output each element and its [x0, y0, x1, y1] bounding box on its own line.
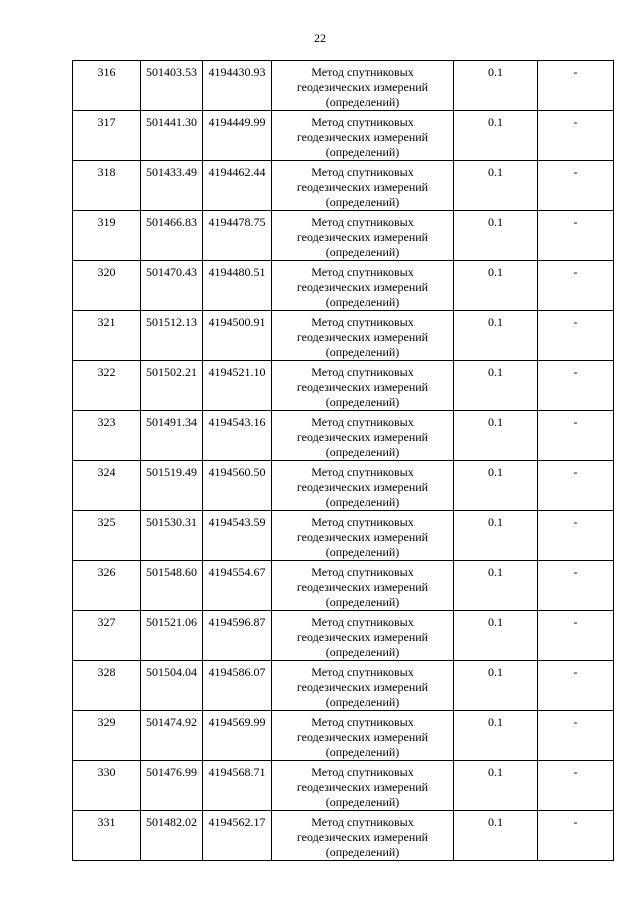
method-line-1: Метод спутниковых — [311, 715, 414, 729]
table-row — [73, 611, 614, 661]
method-cell — [272, 561, 454, 611]
method-line-1: Метод спутниковых — [311, 165, 414, 179]
x-coordinate-cell: 501474.92 — [141, 711, 203, 761]
description-cell: - — [538, 561, 614, 611]
method-line-2: геодезических измерений — [296, 280, 429, 294]
point-number-cell: 326 — [73, 561, 141, 611]
x-coordinate-cell: 501403.53 — [141, 61, 203, 111]
method-line-3: (определений) — [325, 545, 400, 559]
method-cell — [272, 411, 454, 461]
point-number-cell: 321 — [73, 311, 141, 361]
table-row — [73, 61, 614, 111]
table-row — [73, 761, 614, 811]
point-number-cell: 329 — [73, 711, 141, 761]
method-line-3: (определений) — [325, 795, 400, 809]
description-cell: - — [538, 211, 614, 261]
method-cell — [272, 111, 454, 161]
method-line-1: Метод спутниковых — [311, 215, 414, 229]
y-coordinate-cell: 4194500.91 — [203, 311, 272, 361]
coordinates-table-body — [73, 61, 614, 861]
method-line-2: геодезических измерений — [296, 330, 429, 344]
point-number-cell: 327 — [73, 611, 141, 661]
method-cell — [272, 461, 454, 511]
table-row — [73, 211, 614, 261]
method-cell — [272, 261, 454, 311]
method-line-1: Метод спутниковых — [311, 115, 414, 129]
page-number: 22 — [314, 31, 326, 45]
point-number-cell: 324 — [73, 461, 141, 511]
y-coordinate-cell: 4194568.71 — [203, 761, 272, 811]
accuracy-cell: 0.1 — [454, 111, 538, 161]
method-line-2: геодезических измерений — [296, 580, 429, 594]
y-coordinate-cell: 4194543.59 — [203, 511, 272, 561]
point-number-cell: 328 — [73, 661, 141, 711]
x-coordinate-cell: 501512.13 — [141, 311, 203, 361]
method-cell — [272, 361, 454, 411]
method-cell — [272, 611, 454, 661]
y-coordinate-cell: 4194569.99 — [203, 711, 272, 761]
method-line-3: (определений) — [325, 245, 400, 259]
point-number-cell: 331 — [73, 811, 141, 861]
method-cell — [272, 61, 454, 111]
method-line-2: геодезических измерений — [296, 380, 429, 394]
method-line-3: (определений) — [325, 445, 400, 459]
method-line-2: геодезических измерений — [296, 80, 429, 94]
point-number-cell: 318 — [73, 161, 141, 211]
y-coordinate-cell: 4194462.44 — [203, 161, 272, 211]
accuracy-cell: 0.1 — [454, 161, 538, 211]
point-number-cell: 316 — [73, 61, 141, 111]
x-coordinate-cell: 501482.02 — [141, 811, 203, 861]
method-cell — [272, 311, 454, 361]
accuracy-cell: 0.1 — [454, 261, 538, 311]
description-cell: - — [538, 761, 614, 811]
x-coordinate-cell: 501441.30 — [141, 111, 203, 161]
method-line-1: Метод спутниковых — [311, 315, 414, 329]
method-line-1: Метод спутниковых — [311, 415, 414, 429]
table-row — [73, 811, 614, 861]
method-line-3: (определений) — [325, 745, 400, 759]
description-cell: - — [538, 161, 614, 211]
method-line-1: Метод спутниковых — [311, 815, 414, 829]
accuracy-cell: 0.1 — [454, 411, 538, 461]
point-number-cell: 330 — [73, 761, 141, 811]
method-cell — [272, 711, 454, 761]
table-row — [73, 711, 614, 761]
method-line-1: Метод спутниковых — [311, 565, 414, 579]
accuracy-cell: 0.1 — [454, 761, 538, 811]
method-line-2: геодезических измерений — [296, 680, 429, 694]
accuracy-cell: 0.1 — [454, 611, 538, 661]
y-coordinate-cell: 4194560.50 — [203, 461, 272, 511]
x-coordinate-cell: 501491.34 — [141, 411, 203, 461]
x-coordinate-cell: 501530.31 — [141, 511, 203, 561]
method-line-1: Метод спутниковых — [311, 65, 414, 79]
y-coordinate-cell: 4194478.75 — [203, 211, 272, 261]
accuracy-cell: 0.1 — [454, 61, 538, 111]
description-cell: - — [538, 111, 614, 161]
description-cell: - — [538, 361, 614, 411]
method-line-3: (определений) — [325, 595, 400, 609]
x-coordinate-cell: 501521.06 — [141, 611, 203, 661]
table-row — [73, 561, 614, 611]
method-line-3: (определений) — [325, 395, 400, 409]
accuracy-cell: 0.1 — [454, 511, 538, 561]
description-cell: - — [538, 61, 614, 111]
y-coordinate-cell: 4194521.10 — [203, 361, 272, 411]
method-line-1: Метод спутниковых — [311, 615, 414, 629]
table-row — [73, 311, 614, 361]
method-line-1: Метод спутниковых — [311, 765, 414, 779]
description-cell: - — [538, 511, 614, 561]
table-row — [73, 661, 614, 711]
method-line-1: Метод спутниковых — [311, 365, 414, 379]
table-row — [73, 161, 614, 211]
x-coordinate-cell: 501470.43 — [141, 261, 203, 311]
method-line-3: (определений) — [325, 95, 400, 109]
method-line-3: (определений) — [325, 695, 400, 709]
method-cell — [272, 811, 454, 861]
accuracy-cell: 0.1 — [454, 661, 538, 711]
description-cell: - — [538, 711, 614, 761]
method-line-2: геодезических измерений — [296, 230, 429, 244]
point-number-cell: 320 — [73, 261, 141, 311]
x-coordinate-cell: 501519.49 — [141, 461, 203, 511]
table-row — [73, 361, 614, 411]
method-cell — [272, 661, 454, 711]
accuracy-cell: 0.1 — [454, 561, 538, 611]
method-line-2: геодезических измерений — [296, 180, 429, 194]
method-cell — [272, 211, 454, 261]
method-line-3: (определений) — [325, 845, 400, 859]
point-number-cell: 322 — [73, 361, 141, 411]
method-line-1: Метод спутниковых — [311, 665, 414, 679]
point-number-cell: 325 — [73, 511, 141, 561]
method-line-2: геодезических измерений — [296, 730, 429, 744]
description-cell: - — [538, 461, 614, 511]
accuracy-cell: 0.1 — [454, 361, 538, 411]
y-coordinate-cell: 4194586.07 — [203, 661, 272, 711]
table-row — [73, 261, 614, 311]
method-line-3: (определений) — [325, 145, 400, 159]
method-line-3: (определений) — [325, 295, 400, 309]
method-line-3: (определений) — [325, 645, 400, 659]
x-coordinate-cell: 501504.04 — [141, 661, 203, 711]
point-number-cell: 317 — [73, 111, 141, 161]
y-coordinate-cell: 4194449.99 — [203, 111, 272, 161]
method-line-1: Метод спутниковых — [311, 265, 414, 279]
accuracy-cell: 0.1 — [454, 711, 538, 761]
description-cell: - — [538, 611, 614, 661]
y-coordinate-cell: 4194543.16 — [203, 411, 272, 461]
table-row — [73, 461, 614, 511]
point-number-cell: 323 — [73, 411, 141, 461]
y-coordinate-cell: 4194562.17 — [203, 811, 272, 861]
x-coordinate-cell: 501466.83 — [141, 211, 203, 261]
x-coordinate-cell: 501476.99 — [141, 761, 203, 811]
y-coordinate-cell: 4194596.87 — [203, 611, 272, 661]
method-cell — [272, 511, 454, 561]
table-row — [73, 411, 614, 461]
point-number-cell: 319 — [73, 211, 141, 261]
method-line-1: Метод спутниковых — [311, 515, 414, 529]
method-line-3: (определений) — [325, 195, 400, 209]
description-cell: - — [538, 661, 614, 711]
coordinates-table — [72, 60, 614, 861]
method-line-2: геодезических измерений — [296, 780, 429, 794]
description-cell: - — [538, 311, 614, 361]
y-coordinate-cell: 4194430.93 — [203, 61, 272, 111]
y-coordinate-cell: 4194480.51 — [203, 261, 272, 311]
y-coordinate-cell: 4194554.67 — [203, 561, 272, 611]
table-row — [73, 511, 614, 561]
method-line-2: геодезических измерений — [296, 530, 429, 544]
description-cell: - — [538, 261, 614, 311]
accuracy-cell: 0.1 — [454, 311, 538, 361]
method-line-2: геодезических измерений — [296, 480, 429, 494]
method-cell — [272, 761, 454, 811]
table-row — [73, 111, 614, 161]
method-line-2: геодезических измерений — [296, 130, 429, 144]
accuracy-cell: 0.1 — [454, 211, 538, 261]
method-line-2: геодезических измерений — [296, 830, 429, 844]
accuracy-cell: 0.1 — [454, 811, 538, 861]
description-cell: - — [538, 411, 614, 461]
x-coordinate-cell: 501548.60 — [141, 561, 203, 611]
method-line-2: геодезических измерений — [296, 630, 429, 644]
x-coordinate-cell: 501433.49 — [141, 161, 203, 211]
method-cell — [272, 161, 454, 211]
method-line-3: (определений) — [325, 345, 400, 359]
method-line-3: (определений) — [325, 495, 400, 509]
method-line-1: Метод спутниковых — [311, 465, 414, 479]
x-coordinate-cell: 501502.21 — [141, 361, 203, 411]
accuracy-cell: 0.1 — [454, 461, 538, 511]
description-cell: - — [538, 811, 614, 861]
method-line-2: геодезических измерений — [296, 430, 429, 444]
